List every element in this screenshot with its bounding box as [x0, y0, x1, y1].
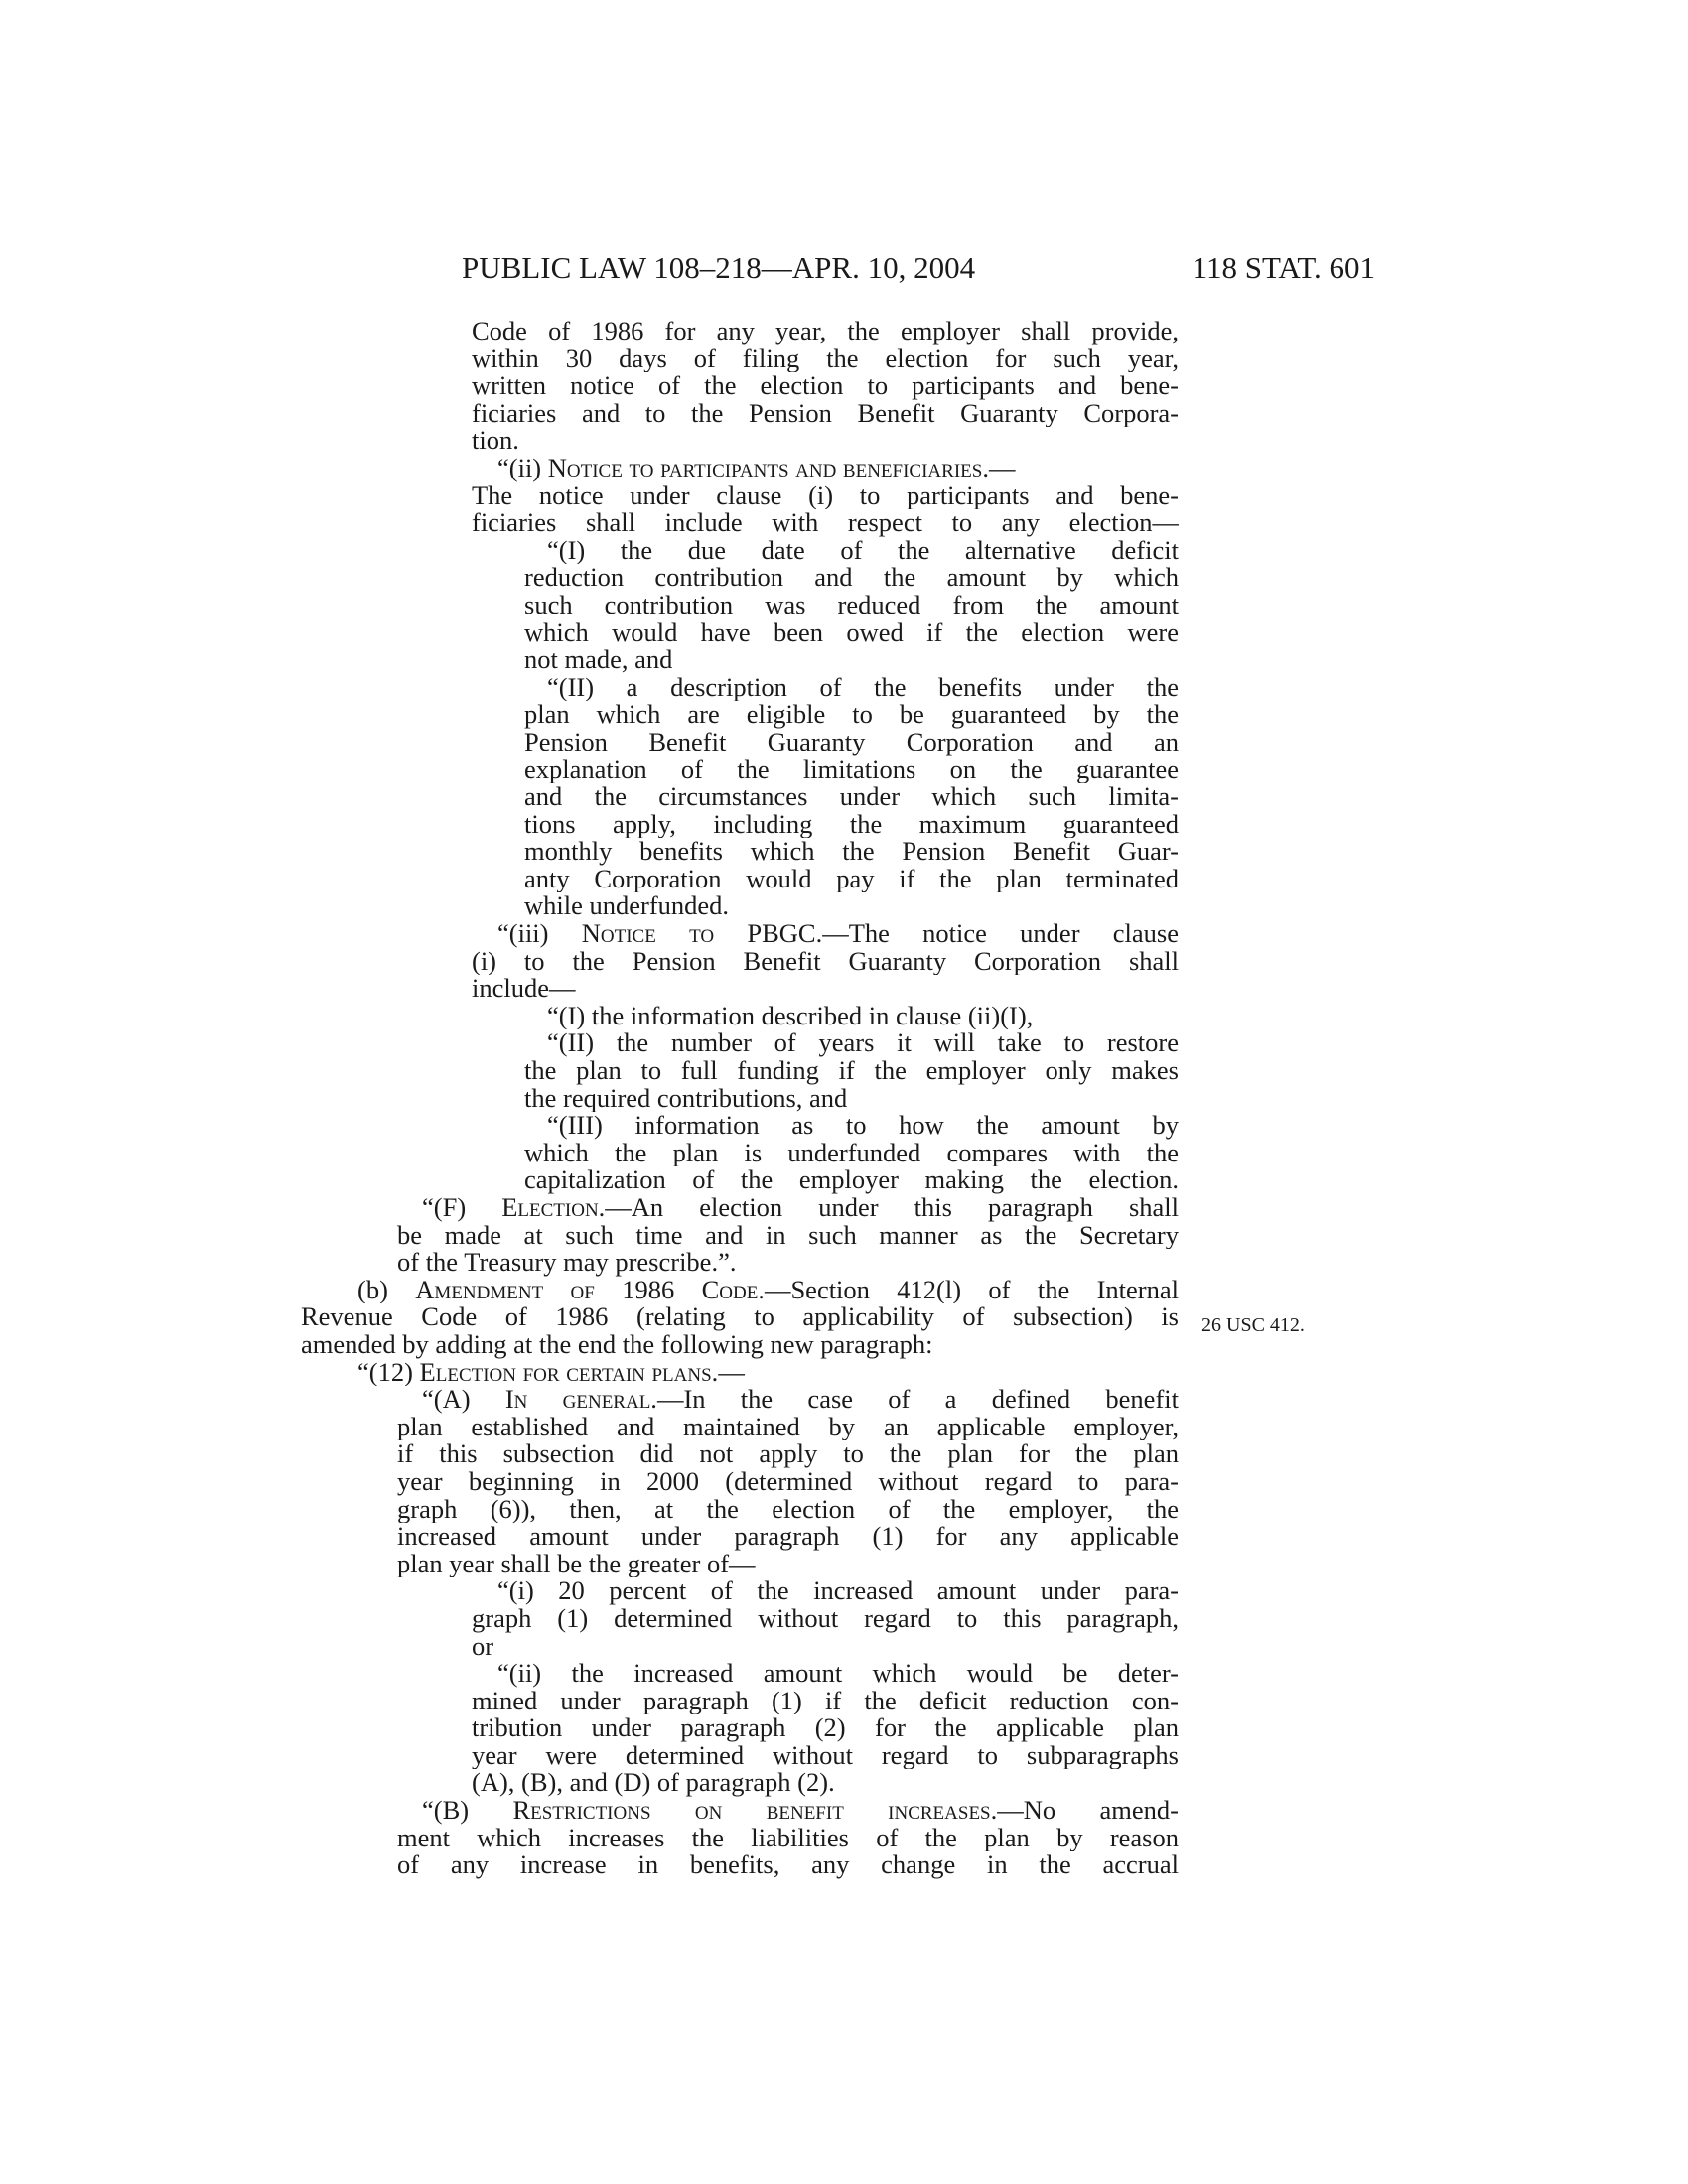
line-text: of any increase in benefits, any change in the accrual	[397, 1851, 1179, 1879]
clause-marker: “(F)	[422, 1194, 502, 1222]
text-line	[357, 1277, 1179, 1304]
text-line	[524, 1166, 1179, 1194]
line-text: —In the case of a defined benefit	[656, 1386, 1179, 1414]
text-line	[472, 1688, 1179, 1715]
text-line	[547, 674, 1179, 702]
text-line	[472, 1633, 1179, 1661]
text-line	[524, 619, 1179, 647]
text-line	[397, 1222, 1179, 1250]
text-line	[524, 592, 1179, 619]
text-line	[357, 1359, 1179, 1387]
text-line	[472, 1769, 1179, 1797]
text-line	[472, 400, 1179, 428]
clause-heading: Election.	[501, 1194, 606, 1222]
line-text: if this subsection did not apply to the plan for the plan	[397, 1440, 1179, 1468]
line-text: plan which are eligible to be guaranteed by the	[524, 701, 1179, 729]
text-line	[301, 1303, 1179, 1331]
text-line	[422, 1386, 1179, 1414]
clause-marker: “(A)	[422, 1386, 505, 1414]
line-text: “(III) information as to how the amount by	[547, 1112, 1179, 1140]
text-line	[524, 892, 1179, 920]
clause-heading: Restrictions on benefit increases.	[512, 1797, 998, 1825]
line-text: graph (1) determined without regard to this paragraph,	[472, 1604, 1179, 1633]
clause-heading: Amendment of 1986 Code.	[415, 1276, 765, 1304]
line-text: year beginning in 2000 (determined without regard to para-	[397, 1467, 1179, 1496]
line-text: ment which increases the liabilities of the plan by reason	[397, 1824, 1179, 1852]
text-line	[524, 1057, 1179, 1085]
line-text: while underfunded.	[524, 892, 730, 921]
text-line	[397, 1440, 1179, 1468]
line-text: monthly benefits which the Pension Benefit Guar-	[524, 838, 1179, 866]
line-text: amended by adding at the end the following new paragraph:	[301, 1330, 933, 1359]
line-text: —An election under this paragraph shall	[605, 1194, 1179, 1222]
text-line	[397, 1468, 1179, 1496]
line-text: —	[988, 454, 1016, 482]
line-text: tribution under paragraph (2) for the applicable plan	[472, 1714, 1179, 1742]
text-line	[301, 1331, 1179, 1359]
text-line	[472, 1742, 1179, 1770]
text-line	[472, 1714, 1179, 1742]
text-line	[472, 372, 1179, 400]
text-line	[524, 564, 1179, 592]
text-line	[497, 1577, 1179, 1605]
running-header	[462, 248, 1375, 288]
text-line	[422, 1797, 1179, 1825]
line-text: ficiaries and to the Pension Benefit Guaranty Corpora-	[472, 399, 1179, 428]
line-text: not made, and	[524, 646, 673, 674]
text-line	[524, 838, 1179, 866]
line-text: mined under paragraph (1) if the deficit reduction con-	[472, 1687, 1179, 1715]
text-line	[547, 1029, 1179, 1057]
text-line	[497, 455, 1179, 482]
text-line	[472, 948, 1179, 976]
text-line	[524, 646, 1179, 674]
text-line	[524, 729, 1179, 756]
line-text: Code of 1986 for any year, the employer shall provide,	[472, 318, 1179, 345]
line-text: include—	[472, 975, 576, 1003]
line-text: —	[718, 1358, 745, 1387]
text-line	[472, 482, 1179, 510]
line-text: Pension Benefit Guaranty Corporation and an	[524, 728, 1179, 756]
text-line	[472, 427, 1179, 455]
clause-marker: “(iii)	[497, 920, 582, 948]
text-line	[397, 1851, 1179, 1879]
clause-heading: In general.	[504, 1386, 657, 1414]
line-text: “(I) the information described in clause (ii)(I),	[547, 1002, 1034, 1030]
line-text: capitalization of the employer making the election.	[524, 1166, 1179, 1194]
clause-marker: “(ii)	[497, 454, 548, 482]
text-line	[547, 1003, 1179, 1030]
text-line	[472, 1605, 1179, 1633]
line-text: increased amount under paragraph (1) for any applicable	[397, 1523, 1179, 1551]
line-text: graph (6)), then, at the election of the employer, the	[397, 1495, 1179, 1524]
line-text: anty Corporation would pay if the plan terminated	[524, 865, 1179, 893]
line-text: —The notice under clause	[822, 920, 1179, 948]
text-line	[472, 345, 1179, 373]
text-line	[397, 1523, 1179, 1551]
line-text: —No amend-	[997, 1797, 1179, 1825]
text-line	[422, 1194, 1179, 1222]
line-text: which would have been owed if the election were	[524, 618, 1179, 647]
line-text: “(I) the due date of the alternative deficit	[547, 536, 1179, 565]
text-line	[397, 1414, 1179, 1441]
line-text: such contribution was reduced from the amount	[524, 591, 1179, 619]
margin-citation-note: 26 USC 412.	[1201, 1314, 1305, 1336]
line-text: explanation of the limitations on the guarantee	[524, 755, 1179, 784]
line-text: within 30 days of filing the election for such year,	[472, 344, 1179, 373]
line-text: The notice under clause (i) to participants and bene-	[472, 481, 1179, 510]
line-text: written notice of the election to participants and bene-	[472, 372, 1179, 400]
text-line	[472, 318, 1179, 345]
line-text: —Section 412(l) of the Internal	[764, 1276, 1179, 1304]
text-line	[472, 975, 1179, 1003]
line-text: year were determined without regard to subparagraphs	[472, 1741, 1179, 1770]
clause-marker: (b)	[357, 1276, 416, 1304]
text-line	[524, 756, 1179, 784]
clause-heading: Notice to PBGC.	[581, 920, 823, 948]
text-line	[497, 1660, 1179, 1688]
text-line	[397, 1551, 1179, 1578]
line-text: Revenue Code of 1986 (relating to applicability of subsection) is	[301, 1303, 1179, 1331]
line-text: which the plan is underfunded compares with the	[524, 1139, 1179, 1167]
line-text: “(II) a description of the benefits under the	[547, 673, 1179, 702]
line-text: “(i) 20 percent of the increased amount under para-	[497, 1577, 1179, 1605]
text-line	[524, 701, 1179, 729]
line-text: tion.	[472, 427, 519, 455]
text-line	[497, 920, 1179, 948]
text-line	[524, 783, 1179, 811]
clause-marker: “(B)	[422, 1797, 513, 1825]
line-text: and the circumstances under which such limita-	[524, 783, 1179, 811]
line-text: reduction contribution and the amount by which	[524, 564, 1179, 592]
running-head: PUBLIC LAW 108–218—APR. 10, 2004	[462, 250, 976, 285]
text-line	[524, 866, 1179, 893]
line-text: the plan to full funding if the employer only makes	[524, 1057, 1179, 1085]
statute-body-text	[301, 318, 1179, 1879]
text-line	[547, 1112, 1179, 1140]
line-text: of the Treasury may prescribe.”.	[397, 1249, 737, 1277]
clause-heading: Election for certain plans.	[419, 1358, 719, 1387]
clause-marker: “(12)	[357, 1358, 420, 1387]
text-line	[397, 1249, 1179, 1277]
line-text: ficiaries shall include with respect to any election—	[472, 509, 1179, 537]
text-line	[472, 509, 1179, 537]
line-text: (i) to the Pension Benefit Guaranty Corporation shall	[472, 947, 1179, 976]
line-text: “(II) the number of years it will take to restore	[547, 1029, 1179, 1058]
line-text: “(ii) the increased amount which would be deter-	[497, 1660, 1179, 1688]
text-line	[547, 537, 1179, 565]
line-text: or	[472, 1632, 494, 1661]
line-text: tions apply, including the maximum guaranteed	[524, 810, 1179, 839]
line-text: the required contributions, and	[524, 1084, 848, 1113]
line-text: plan established and maintained by an applicable employer,	[397, 1413, 1179, 1441]
text-line	[524, 1085, 1179, 1113]
text-line	[524, 811, 1179, 839]
clause-heading: Notice to participants and beneficiaries.	[547, 454, 989, 482]
text-line	[397, 1825, 1179, 1852]
line-text: be made at such time and in such manner as the Secretary	[397, 1221, 1179, 1250]
line-text: (A), (B), and (D) of paragraph (2).	[472, 1769, 835, 1798]
text-line	[397, 1496, 1179, 1524]
text-line	[524, 1140, 1179, 1167]
line-text: plan year shall be the greater of—	[397, 1550, 756, 1578]
stat-page-number: 118 STAT. 601	[1192, 250, 1375, 285]
